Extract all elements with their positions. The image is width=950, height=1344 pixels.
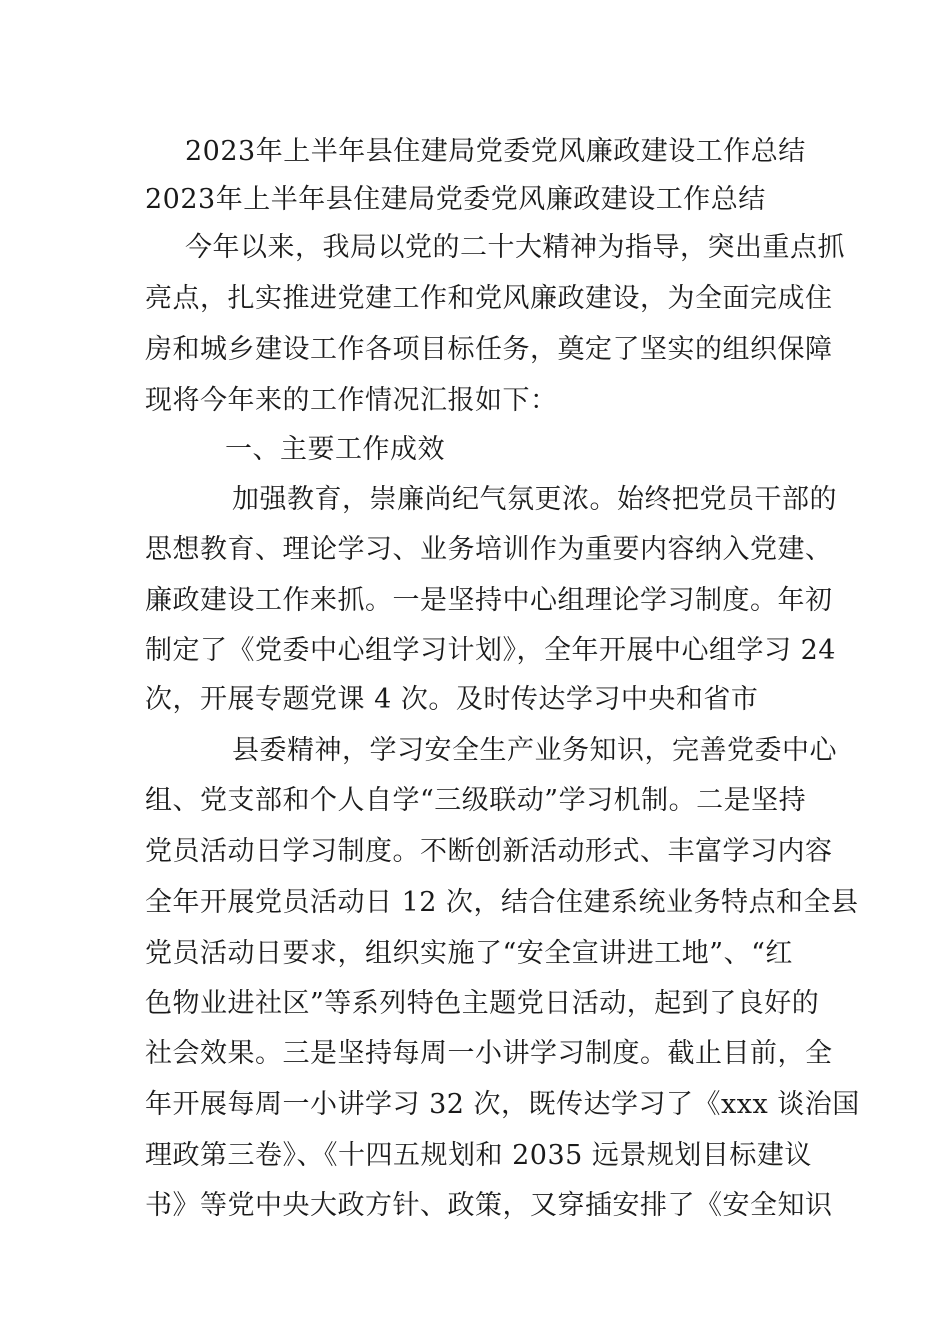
paragraph-line: 次，开展专题党课 4 次。及时传达学习中央和省市 [145,684,759,715]
paragraph-line: 书》等党中央大政方针、政策，又穿插安排了《安全知识 [145,1190,833,1221]
paragraph-line: 理政第三卷》、《十四五规划和 2035 远景规划目标建议 [145,1140,812,1171]
paragraph-line: 社会效果。三是坚持每周一小讲学习制度。截止目前，全 [145,1038,833,1069]
paragraph-line: 全年开展党员活动日 12 次，结合住建系统业务特点和全县 [145,887,859,918]
paragraph-line: 亮点，扎实推进党建工作和党风廉政建设，为全面完成住 [145,283,833,314]
paragraph-line: 党员活动日学习制度。不断创新活动形式、丰富学习内容 [145,836,833,867]
paragraph-line: 年开展每周一小讲学习 32 次，既传达学习了《xxx 谈治国 [145,1089,860,1120]
document-title: 2023年上半年县住建局党委党风廉政建设工作总结 [185,136,806,167]
paragraph-line: 色物业进社区”等系列特色主题党日活动，起到了良好的 [145,988,820,1019]
paragraph-line: 加强教育，崇廉尚纪气氛更浓。始终把党员干部的 [232,484,837,515]
paragraph-line: 党员活动日要求，组织实施了“安全宣讲进工地”、“红 [145,938,793,969]
paragraph-line: 县委精神，学习安全生产业务知识，完善党委中心 [232,735,837,766]
paragraph-line: 制定了《党委中心组学习计划》，全年开展中心组学习 24 [145,635,836,666]
paragraph-line: 廉政建设工作来抓。一是坚持中心组理论学习制度。年初 [145,585,833,616]
paragraph-line: 今年以来，我局以党的二十大精神为指导，突出重点抓 [185,232,845,263]
document-subtitle: 2023年上半年县住建局党委党风廉政建设工作总结 [145,184,766,215]
paragraph-line: 组、党支部和个人自学“三级联动”学习机制。二是坚持 [145,785,807,816]
section-heading: 一、主要工作成效 [225,434,445,465]
paragraph-line: 房和城乡建设工作各项目标任务，奠定了坚实的组织保障 [145,334,833,365]
paragraph-line: 现将今年来的工作情况汇报如下： [145,385,558,416]
paragraph-line: 思想教育、理论学习、业务培训作为重要内容纳入党建、 [145,534,833,565]
